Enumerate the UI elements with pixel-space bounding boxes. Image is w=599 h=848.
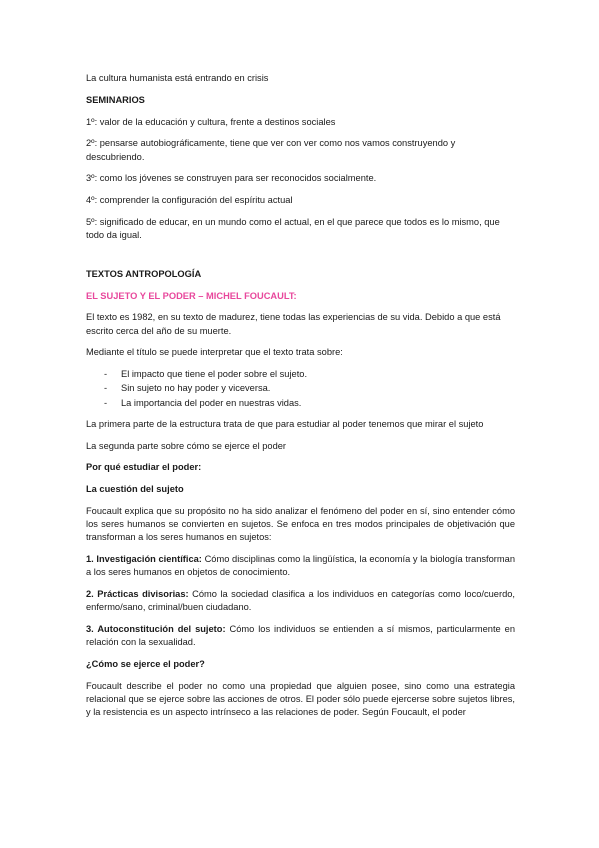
mode-paragraph <box>86 553 515 579</box>
subsection-heading: La cuestión del sujeto <box>86 484 184 495</box>
seminarios-heading: SEMINARIOS <box>86 94 145 105</box>
mode-paragraph <box>86 623 515 649</box>
paragraph: Foucault describe el poder no como una propiedad que alguien posee, sino como una estrategia relacional que se ejerce sobre las acciones de otros. El poder sólo puede ejercerse sobre sujetos libres, y la resistencia es un aspecto intrínseco a las relaciones de poder. Según Foucault, el poder <box>86 680 515 718</box>
dash-list <box>86 368 515 410</box>
seminario-item: 5º: significado de educar, en un mundo como el actual, en el que parece que todos es lo mismo, que todo da igual. <box>86 216 500 241</box>
seminario-item: 3º: como los jóvenes se construyen para ser reconocidos socialmente. <box>86 173 377 184</box>
mode-text: Cómo disciplinas como la lingüística, la economía y la biología transforman a los seres humanos en objetos de conocimiento. <box>86 554 515 578</box>
seminario-item: 1º: valor de la educación y cultura, frente a destinos sociales <box>86 116 336 127</box>
paragraph: La segunda parte sobre cómo se ejerce el poder <box>86 440 287 451</box>
seminario-item: 4º: comprender la configuración del espíritu actual <box>86 195 293 206</box>
seminario-item: 2º: pensarse autobiográficamente, tiene que ver con ver como nos vamos construyendo y descubriendo. <box>86 138 456 162</box>
paragraph: Mediante el título se puede interpretar que el texto trata sobre: <box>86 347 343 358</box>
spacer <box>86 251 515 268</box>
paragraph: El texto es 1982, en su texto de madurez, tiene todas las experiencias de su vida. Debido a que está escrito cerca del año de su muerte. <box>86 312 501 336</box>
paragraph: Foucault explica que su propósito no ha sido analizar el fenómeno del poder en sí, sino entender cómo los seres humanos se convierten en sujetos. Se enfoca en tres modos principales de objetivación que transforman a los seres humanos en sujetos: <box>86 505 515 543</box>
list-item: - Sin sujeto no hay poder y viceversa. <box>104 382 515 395</box>
mode-text: Cómo la sociedad clasifica a los individuos en categorías como loco/cuerdo, enfermo/sano, criminal/buen ciudadano. <box>86 588 516 613</box>
subsection-heading: Por qué estudiar el poder: <box>86 462 202 473</box>
list-item: - La importancia del poder en nuestras vidas. <box>104 397 515 410</box>
paragraph: La primera parte de la estructura trata de que para estudiar al poder tenemos que mirar el sujeto <box>86 418 484 429</box>
mode-paragraph <box>86 588 515 614</box>
mode-label: 2. Prácticas divisorias: <box>86 588 189 599</box>
textos-heading: TEXTOS ANTROPOLOGÍA <box>86 268 202 279</box>
list-item: - El impacto que tiene el poder sobre el sujeto. <box>104 368 515 381</box>
mode-label: 3. Autoconstitución del sujeto: <box>86 623 226 634</box>
mode-text: Cómo los individuos se entienden a sí mismos, particularmente en relación con la sexualidad. <box>86 623 515 648</box>
section-subheading: EL SUJETO Y EL PODER – MICHEL FOUCAULT: <box>86 290 297 301</box>
subsection-heading: ¿Cómo se ejerce el poder? <box>86 658 205 669</box>
intro-line: La cultura humanista está entrando en crisis <box>86 73 269 83</box>
mode-label: 1. Investigación científica: <box>86 554 202 564</box>
